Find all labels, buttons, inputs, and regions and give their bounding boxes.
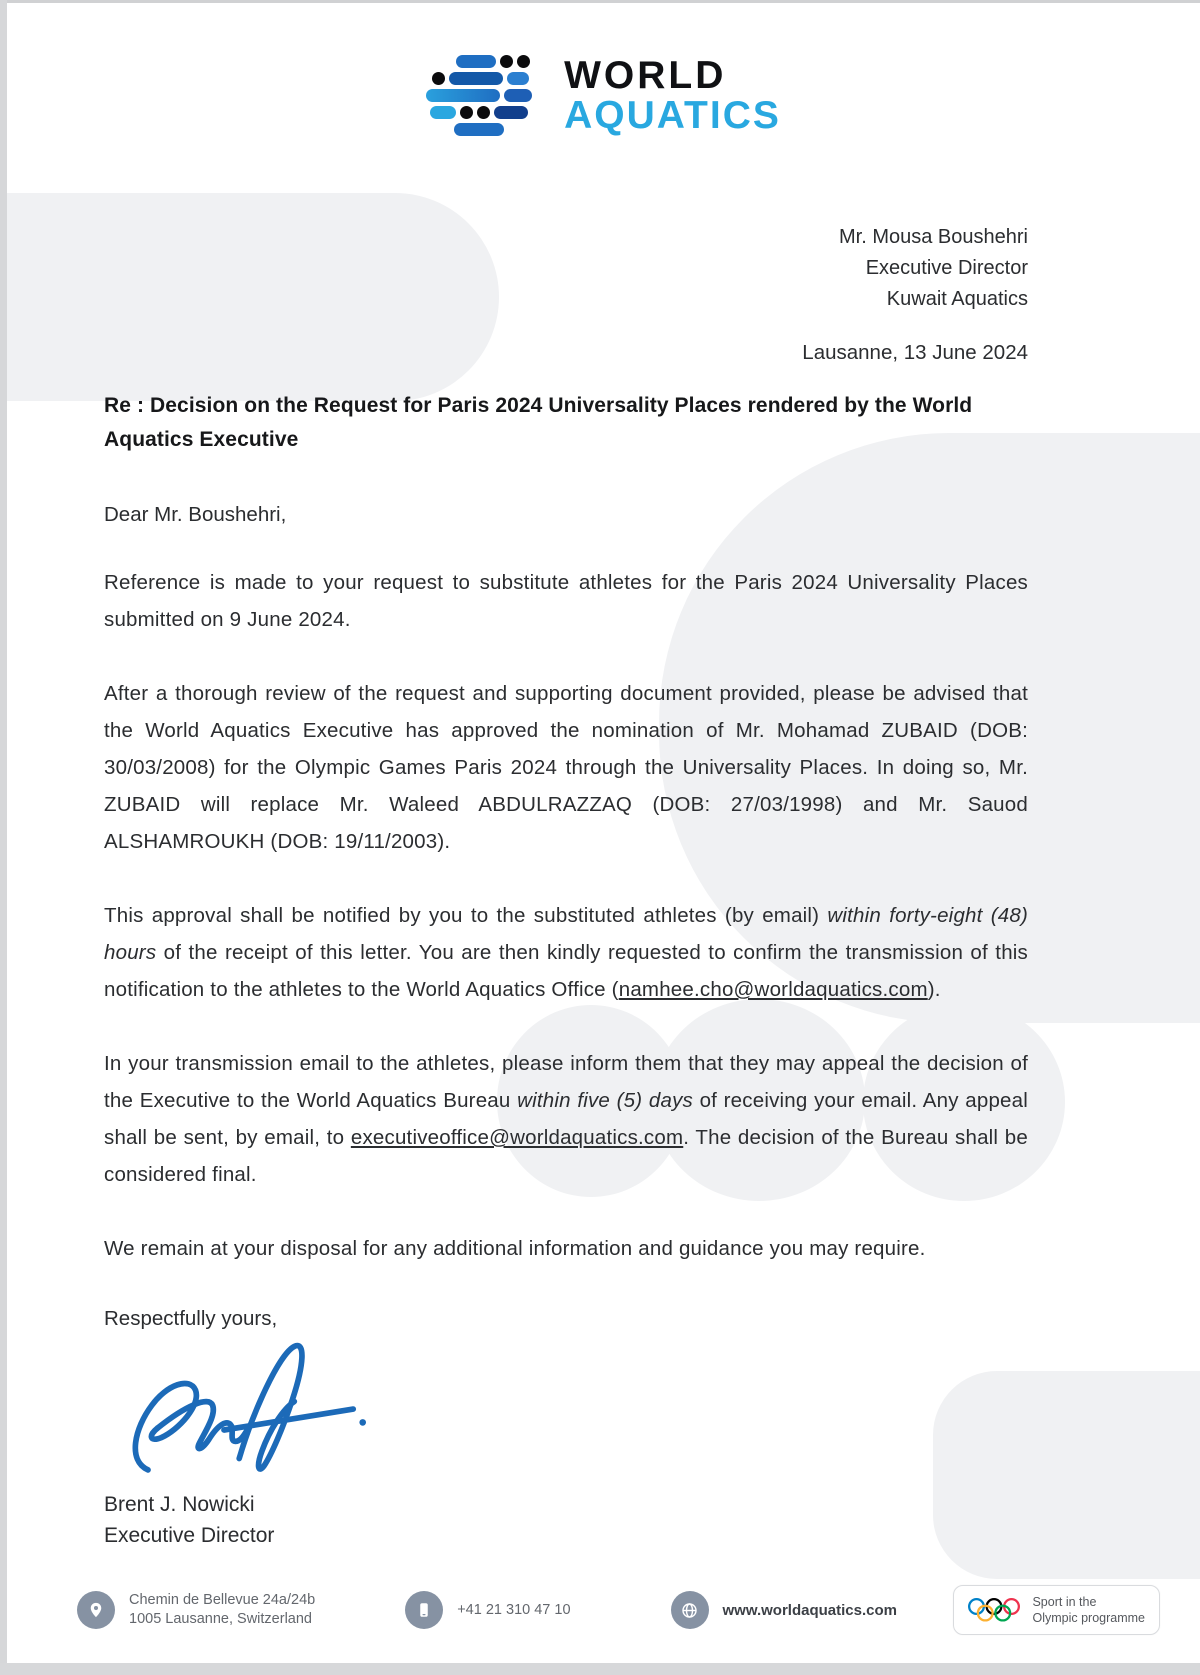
signer-name: Brent J. Nowicki <box>104 1493 255 1516</box>
paragraph-decision <box>104 675 1028 860</box>
olympic-rings-icon <box>966 1595 1022 1625</box>
body-text: This approval shall be notified by you to the substituted athletes (by email) <box>104 904 828 927</box>
body-text: In your transmission email to the athletes, please inform them that they may appeal the decision of the Executive to the World Aquatics Bureau <box>104 1052 1028 1112</box>
brand-word-world: WORLD <box>564 53 727 97</box>
italic-text: within five (5) days <box>517 1089 693 1112</box>
photo-edge-left <box>0 0 7 1663</box>
photo-edge-bottom <box>0 1663 1200 1675</box>
letterhead <box>7 3 1200 136</box>
recipient-block <box>104 222 1028 315</box>
footer <box>77 1585 1160 1635</box>
paragraph-disposal <box>104 1230 1028 1267</box>
body-text: of receiving your email. Any appeal shall be sent, by email, to <box>104 1089 1028 1149</box>
dateline: Lausanne, 13 June 2024 <box>802 341 1028 364</box>
body-text: After a thorough review of the request and supporting document provided, please be advised that the World Aquatics Executive has approved the nomination of Mr. Mohamad ZUBAID (DOB: 30/03/2008) for the Olympic Games Paris 2024 through the Universality Places. In doing so, Mr. ZUBAID will replace Mr. Waleed ABDULRAZZAQ (DOB: 27/03/1998) and Mr. Sauod ALSHAMROUKH (DOB: 19/11/2003). <box>104 682 1028 853</box>
footer-phone <box>405 1591 570 1629</box>
body-text: Reference is made to your request to substitute athletes for the Paris 2024 Universality Places submitted on 9 June 2024. <box>104 571 1028 631</box>
footer-address-line2: 1005 Lausanne, Switzerland <box>129 1611 312 1627</box>
italic-text: within forty-eight (48) hours <box>104 904 1028 964</box>
body-text: of the receipt of this letter. You are then kindly requested to confirm the transmission of this notification to the athletes to the World Aquatics Office ( <box>104 941 1028 1001</box>
world-aquatics-logo-icon <box>426 55 544 136</box>
letter-body <box>7 222 1200 1551</box>
badge-line1: Sport in the <box>1032 1595 1097 1609</box>
brand-wordmark <box>564 53 781 137</box>
footer-website-url[interactable]: www.worldaquatics.com <box>722 1601 897 1619</box>
globe-icon <box>671 1591 709 1629</box>
recipient-organization: Kuwait Aquatics <box>886 288 1028 310</box>
footer-address-line1: Chemin de Bellevue 24a/24b <box>129 1592 316 1608</box>
body-text: ). <box>927 978 941 1001</box>
email-link[interactable]: namhee.cho@worldaquatics.com <box>618 978 928 1001</box>
signature-scribble-icon <box>112 1335 412 1487</box>
signer-title: Executive Director <box>104 1524 275 1547</box>
paragraph-reference <box>104 564 1028 638</box>
footer-address <box>77 1591 315 1629</box>
recipient-title: Executive Director <box>865 257 1028 279</box>
phone-icon <box>405 1591 443 1629</box>
salutation: Dear Mr. Boushehri, <box>104 503 287 526</box>
badge-line2: Olympic programme <box>1032 1611 1145 1625</box>
recipient-name: Mr. Mousa Boushehri <box>839 226 1028 248</box>
brand-word-aquatics: AQUATICS <box>564 93 781 137</box>
location-pin-icon <box>77 1591 115 1629</box>
email-link[interactable]: executiveoffice@worldaquatics.com <box>350 1126 684 1149</box>
footer-phone-number: +41 21 310 47 10 <box>457 1601 571 1618</box>
body-text: We remain at your disposal for any additional information and guidance you may require. <box>104 1237 926 1260</box>
paragraph-notification <box>104 897 1028 1008</box>
body-text: . The decision of the Bureau shall be considered final. <box>104 1126 1028 1186</box>
letter-page <box>7 3 1200 1663</box>
subject-line: Re : Decision on the Request for Paris 2024 Universality Places rendered by the World Aquatics Executive <box>104 394 973 451</box>
footer-website <box>671 1591 897 1629</box>
valediction: Respectfully yours, <box>104 1307 278 1330</box>
signature <box>112 1335 1028 1487</box>
olympic-programme-badge <box>953 1585 1160 1635</box>
paragraph-appeal <box>104 1045 1028 1193</box>
signer-block <box>104 1489 1028 1551</box>
